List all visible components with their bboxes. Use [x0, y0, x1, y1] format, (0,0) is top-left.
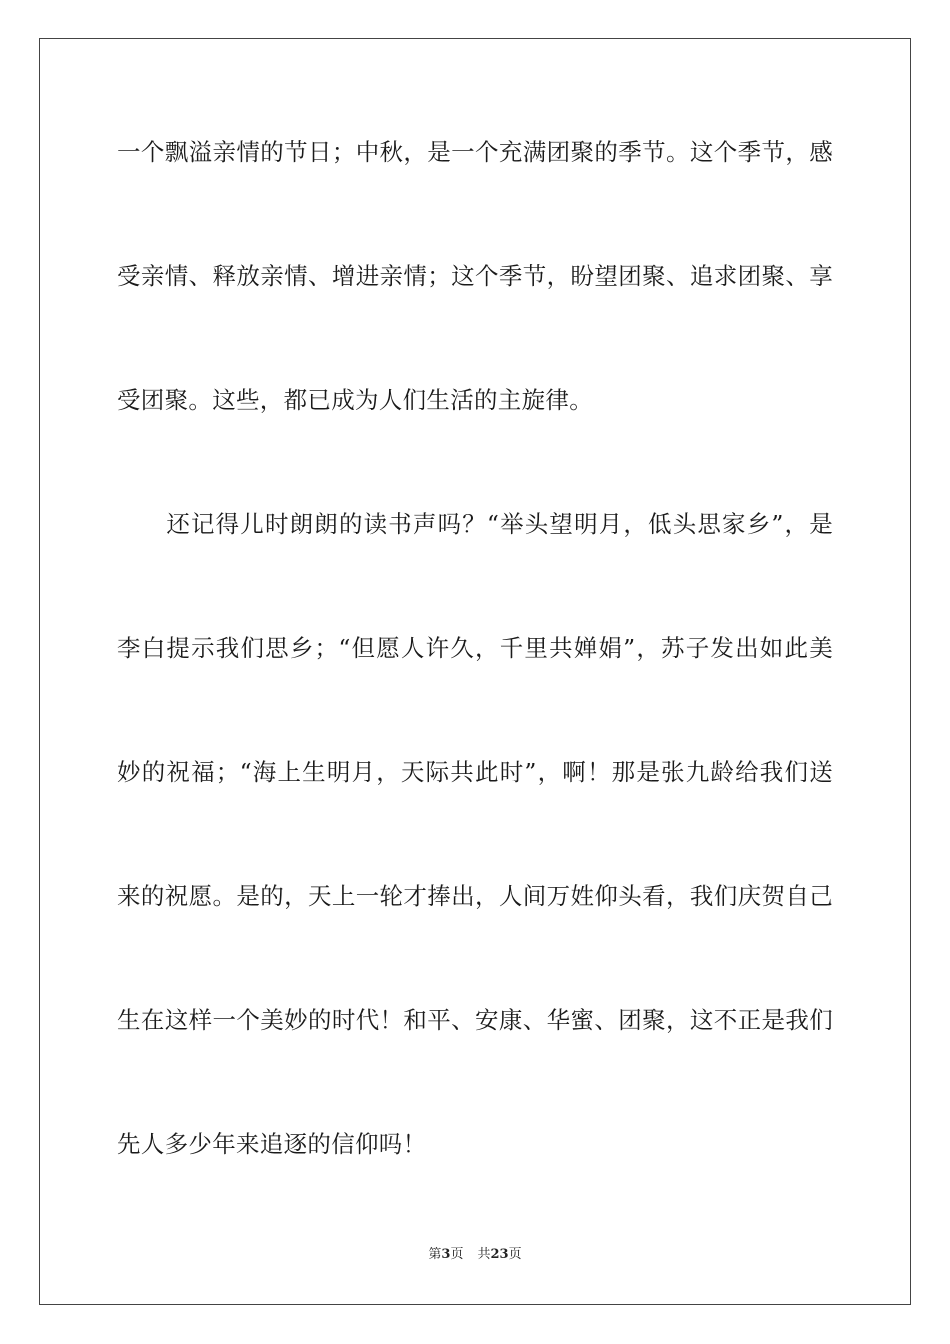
total-pages: 23	[490, 1247, 509, 1262]
body-text-line: 李白提示我们思乡；“但愿人许久，千里共婵娟”，苏子发出如此美	[117, 634, 833, 662]
total-prefix: 共	[477, 1247, 491, 1262]
page-number: 3	[441, 1247, 451, 1262]
page-suffix: 页	[450, 1247, 464, 1262]
body-text-line: 受亲情、释放亲情、增进亲情；这个季节，盼望团聚、追求团聚、享	[117, 262, 833, 290]
page-border	[39, 38, 911, 1305]
body-text-line: 妙的祝福；“海上生明月，天际共此时”，啊！那是张九龄给我们送	[117, 758, 833, 786]
total-suffix: 页	[508, 1247, 522, 1262]
body-text-line: 受团聚。这些，都已成为人们生活的主旋律。	[117, 386, 593, 414]
body-text-line: 来的祝愿。是的，天上一轮才捧出，人间万姓仰头看，我们庆贺自己	[117, 882, 833, 910]
body-text-line: 一个飘溢亲情的节日；中秋，是一个充满团聚的季节。这个季节，感	[117, 138, 833, 166]
body-text-line: 先人多少年来追逐的信仰吗！	[117, 1130, 427, 1158]
page-footer	[0, 1246, 950, 1264]
page-prefix: 第	[428, 1247, 442, 1262]
body-text-line: 还记得儿时朗朗的读书声吗？“举头望明月，低头思家乡”，是	[117, 510, 833, 538]
body-text-line: 生在这样一个美妙的时代！和平、安康、华蜜、团聚，这不正是我们	[117, 1006, 833, 1034]
